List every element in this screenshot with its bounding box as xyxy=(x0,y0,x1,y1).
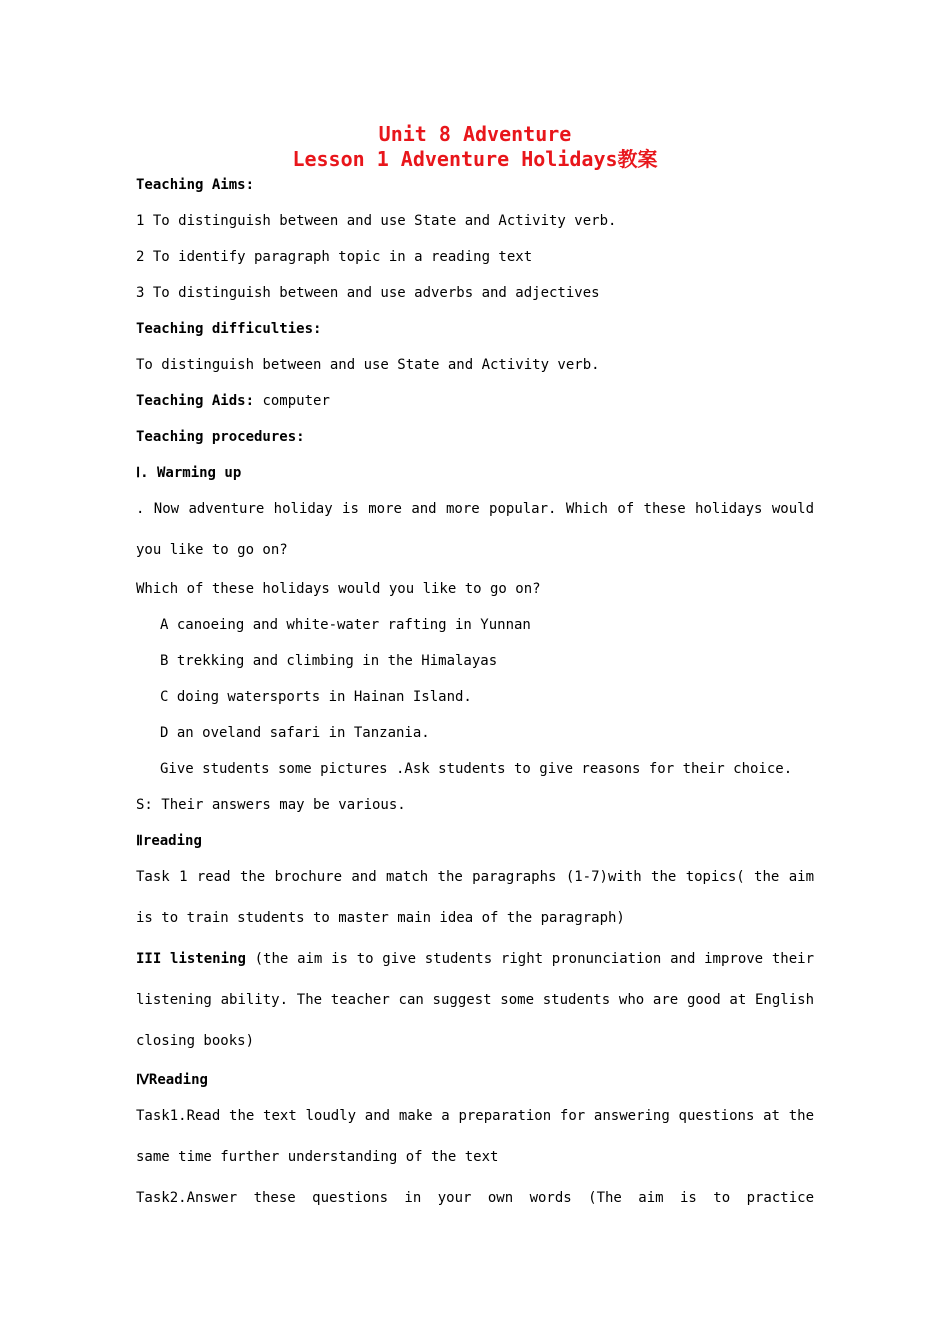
difficulties-heading: Teaching difficulties: xyxy=(136,321,322,337)
teaching-aims-heading: Teaching Aims: xyxy=(136,177,255,193)
aim-item-1: 1 To distinguish between and use State and Activity verb. xyxy=(136,213,617,229)
warming-intro: . Now adventure holiday is more and more popular. Which of these holidays would you like to go on? xyxy=(136,501,814,558)
reading2-task1: Task1.Read the text loudly and make a preparation for answering questions at the same time further understanding of the text xyxy=(136,1108,814,1165)
option-b: B trekking and climbing in the Himalayas xyxy=(160,653,498,669)
listening-text: (the aim is to give students right pronunciation and improve their listening ability. The teacher can suggest some students who are good at English closing books) xyxy=(136,951,814,1049)
option-note: Give students some pictures .Ask students to give reasons for their choice. xyxy=(160,761,793,777)
aids-paragraph xyxy=(136,383,814,419)
reading-task1: Task 1 read the brochure and match the paragraphs (1-7)with the topics( the aim is to train students to master main idea of the paragraph) xyxy=(136,869,814,926)
warming-up-heading: Ⅰ. Warming up xyxy=(136,465,242,481)
option-a: A canoeing and white-water rafting in Yunnan xyxy=(160,617,531,633)
option-c: C doing watersports in Hainan Island. xyxy=(160,689,472,705)
option-d: D an oveland safari in Tanzania. xyxy=(160,725,430,741)
aids-heading: Teaching Aids: xyxy=(136,393,255,409)
warming-question: Which of these holidays would you like to go on? xyxy=(136,581,541,597)
reading2-heading: ⅣReading xyxy=(136,1072,208,1088)
student-answer: S: Their answers may be various. xyxy=(136,797,406,813)
procedures-heading: Teaching procedures: xyxy=(136,429,305,445)
listening-heading: III listening xyxy=(136,951,246,967)
document-title-lesson: Lesson 1 Adventure Holidays教案 xyxy=(292,147,658,171)
reading2-task2: Task2.Answer these questions in your own words (The aim is to practice xyxy=(136,1190,814,1206)
aim-item-3: 3 To distinguish between and use adverbs and adjectives xyxy=(136,285,600,301)
listening-paragraph xyxy=(136,939,814,1062)
difficulties-text: To distinguish between and use State and Activity verb. xyxy=(136,357,600,373)
aids-text: computer xyxy=(254,393,330,409)
document-page xyxy=(136,122,814,1219)
aim-item-2: 2 To identify paragraph topic in a reading text xyxy=(136,249,533,265)
reading-heading: Ⅱreading xyxy=(136,833,202,849)
document-title-unit: Unit 8 Adventure xyxy=(378,122,572,146)
